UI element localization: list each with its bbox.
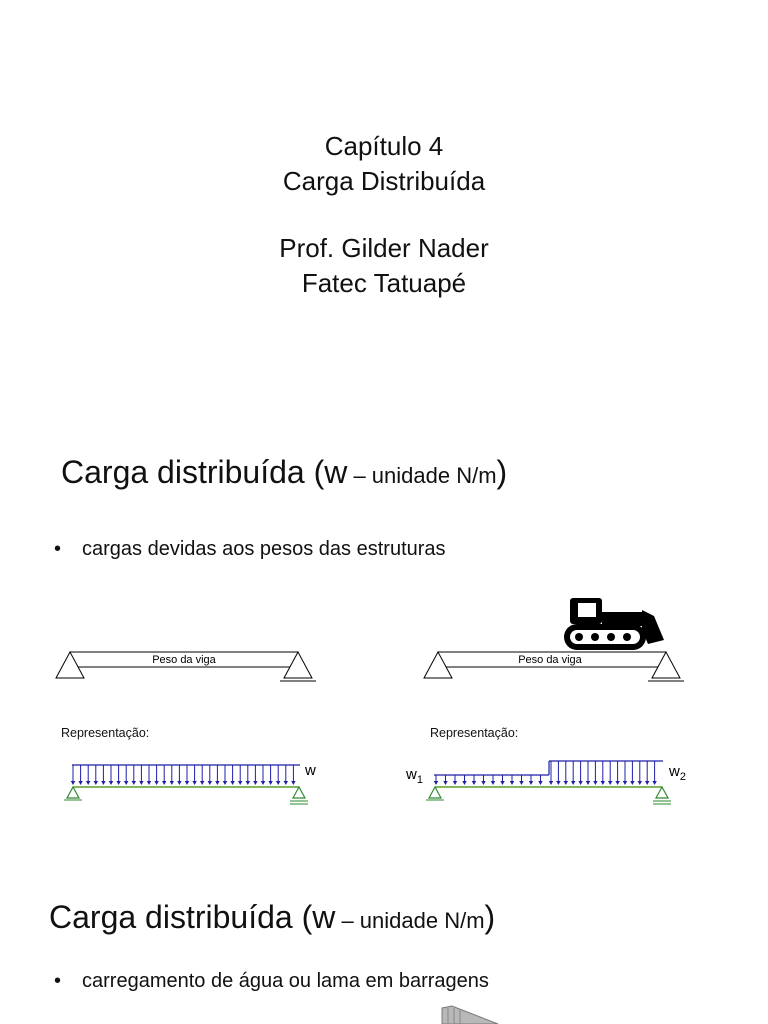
load-arrowhead xyxy=(510,781,514,785)
beam-label: Peso da viga xyxy=(518,654,582,666)
dam-image-partial xyxy=(438,1004,508,1024)
heading-unit: – unidade N/m xyxy=(347,463,497,488)
heading-close-paren: ) xyxy=(484,899,496,935)
load-arrowhead xyxy=(519,781,523,785)
load-arrowhead xyxy=(472,781,476,785)
load-arrowhead xyxy=(170,781,174,785)
pin-support-left xyxy=(429,787,441,798)
load-arrowhead xyxy=(192,781,196,785)
load-arrowhead xyxy=(238,781,242,785)
bullet-dot: • xyxy=(54,970,62,992)
author-name: Prof. Gilder Nader xyxy=(279,233,489,263)
load-arrowhead xyxy=(185,781,189,785)
right-representation-label: Representação: xyxy=(430,726,519,740)
load-symbol-w2: $w_2$ xyxy=(669,763,686,783)
title-slide xyxy=(0,0,768,420)
load-arrowhead xyxy=(71,781,75,785)
load-arrowhead xyxy=(208,781,212,785)
load-arrowhead xyxy=(86,781,90,785)
load-arrowhead xyxy=(109,781,113,785)
load-arrowhead xyxy=(177,781,181,785)
load-arrowhead xyxy=(253,781,257,785)
heading-close-paren: ) xyxy=(496,454,508,490)
load-arrowhead xyxy=(230,781,234,785)
load-arrowhead xyxy=(246,781,250,785)
slide3-bullet xyxy=(54,968,489,994)
load-arrowhead xyxy=(593,781,597,785)
load-arrowhead xyxy=(200,781,204,785)
bullet-dot: • xyxy=(54,538,62,560)
load-arrowhead xyxy=(147,781,151,785)
load-arrowhead xyxy=(491,781,495,785)
load-arrowhead xyxy=(284,781,288,785)
load-arrowhead xyxy=(268,781,272,785)
load-arrowhead xyxy=(578,781,582,785)
load-arrowhead xyxy=(645,781,649,785)
load-arrowhead xyxy=(215,781,219,785)
load-arrowhead xyxy=(615,781,619,785)
load-arrowhead xyxy=(500,781,504,785)
left-representation-label: Representação: xyxy=(61,726,150,740)
stepped-load-diagram xyxy=(400,756,700,814)
load-arrowhead xyxy=(154,781,158,785)
heading-text: Carga distribuída ( xyxy=(49,899,313,935)
load-arrowhead xyxy=(453,781,457,785)
chapter-subtitle: Carga Distribuída xyxy=(282,166,486,196)
slide2-bullet xyxy=(54,536,446,562)
load-arrowhead xyxy=(481,781,485,785)
load-arrowhead xyxy=(608,781,612,785)
load-arrowhead xyxy=(443,781,447,785)
pin-support-left xyxy=(67,787,79,798)
chapter-title: Capítulo 4 xyxy=(324,131,444,161)
roller-support-right xyxy=(656,787,668,798)
institution-name: Fatec Tatuapé xyxy=(301,268,467,298)
load-arrowhead xyxy=(101,781,105,785)
load-symbol-w: w xyxy=(305,762,316,779)
load-arrowhead xyxy=(586,781,590,785)
load-arrowhead xyxy=(538,781,542,785)
load-arrowhead xyxy=(462,781,466,785)
right-beam-diagram xyxy=(418,590,698,690)
load-arrowhead xyxy=(434,781,438,785)
heading-text: Carga distribuída ( xyxy=(61,454,325,490)
heading-variable: w xyxy=(324,454,348,490)
left-beam-diagram xyxy=(50,640,330,690)
uniform-load-arrows xyxy=(71,765,300,785)
load-arrowhead xyxy=(623,781,627,785)
load-arrowhead xyxy=(139,781,143,785)
uniform-load-diagram xyxy=(56,756,336,812)
load-arrowhead xyxy=(124,781,128,785)
slide3-heading xyxy=(49,897,495,941)
load-arrowhead xyxy=(276,781,280,785)
load-arrowhead xyxy=(638,781,642,785)
load-arrowhead xyxy=(94,781,98,785)
beam-label: Peso da viga xyxy=(152,654,216,666)
bullet-text: cargas devidas aos pesos das estruturas xyxy=(82,538,446,560)
load-arrowhead xyxy=(162,781,166,785)
load-arrowhead xyxy=(652,781,656,785)
load-arrowhead xyxy=(556,781,560,785)
heading-unit: – unidade N/m xyxy=(335,908,485,933)
load-arrowhead xyxy=(601,781,605,785)
heading-variable: w xyxy=(312,899,336,935)
load-symbol-w1: $w_1$ xyxy=(406,766,423,786)
load-arrowhead xyxy=(630,781,634,785)
bulldozer-icon xyxy=(564,598,664,650)
roller-support-right xyxy=(293,787,305,798)
load-arrowhead xyxy=(571,781,575,785)
load-arrowhead xyxy=(564,781,568,785)
load-arrowhead xyxy=(529,781,533,785)
load-arrowhead xyxy=(291,781,295,785)
slide2-heading xyxy=(61,452,507,496)
load-arrowhead xyxy=(549,781,553,785)
load-arrowhead xyxy=(223,781,227,785)
stepped-load-arrows xyxy=(434,761,663,785)
load-arrowhead xyxy=(78,781,82,785)
bullet-text: carregamento de água ou lama em barragens xyxy=(82,970,489,992)
load-arrowhead xyxy=(132,781,136,785)
load-arrowhead xyxy=(116,781,120,785)
load-arrowhead xyxy=(261,781,265,785)
